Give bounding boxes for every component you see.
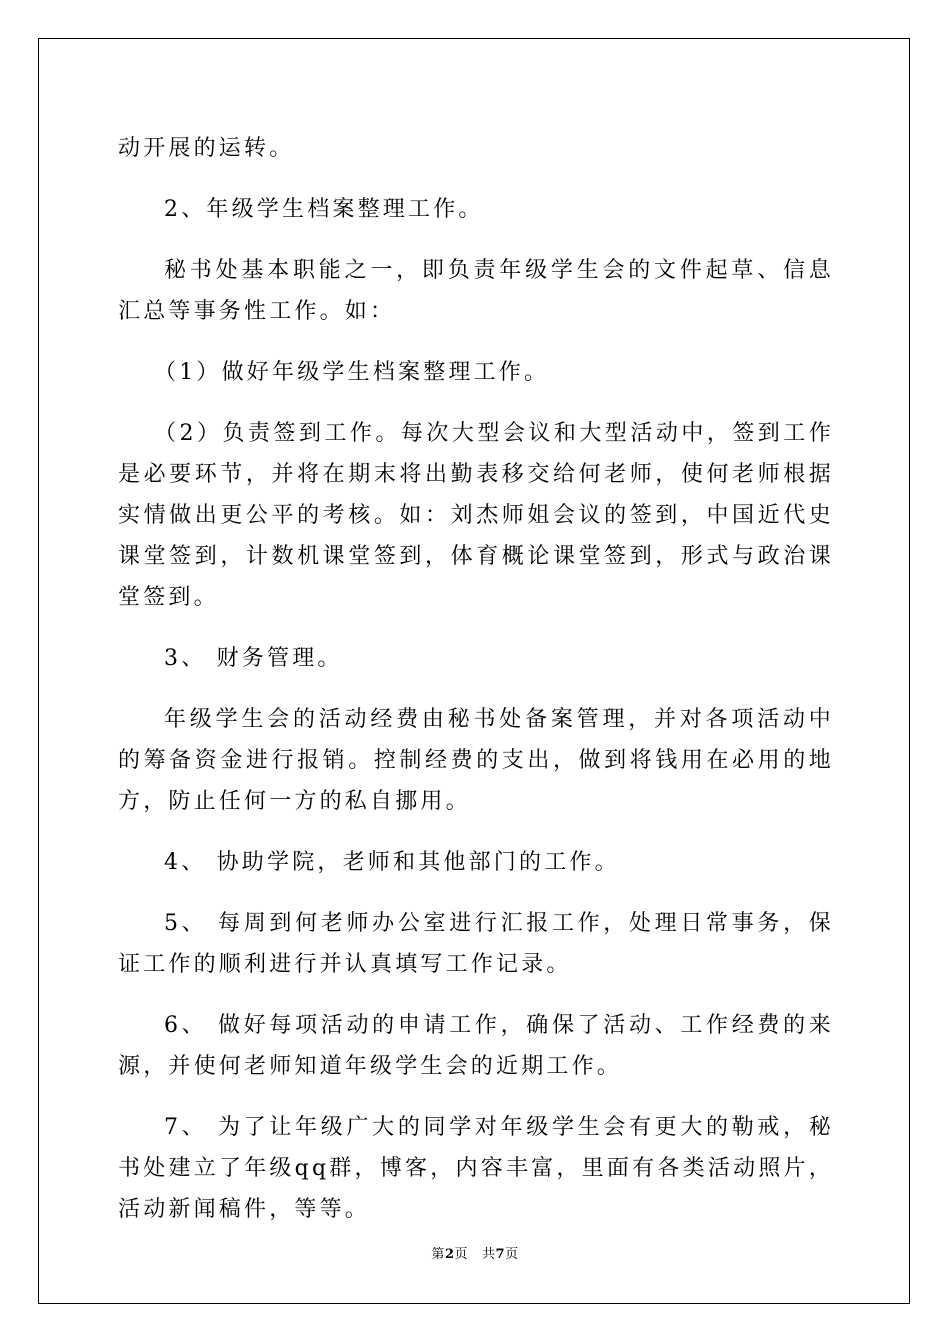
list-item-archives: （1）做好年级学生档案整理工作。 xyxy=(154,360,550,385)
section-heading-applications: 6、 做好每项活动的申请工作，确保了活动、工作经费的来源，并使何老师知道年级学生会的近期工作。 xyxy=(118,1013,834,1079)
page-number-current: 第2页 xyxy=(431,1247,468,1262)
list-item-signin: （2）负责签到工作。每次大型会议和大型活动中，签到工作是必要环节，并将在期末将出勤表移交给何老师，使何老师根据实情做出更公平的考核。如：刘杰师姐会议的签到，中国近代史课堂签到，计数机课堂签到，体育概论课堂签到，形式与政治课堂签到。 xyxy=(118,421,834,610)
paragraph-duties: 秘书处基本职能之一，即负责年级学生会的文件起草、信息汇总等事务性工作。如： xyxy=(118,258,834,324)
page-number-total: 共7页 xyxy=(482,1247,519,1262)
document-body xyxy=(118,128,834,1250)
page-footer xyxy=(0,1246,950,1264)
paragraph-continuation: 动开展的运转。 xyxy=(118,136,295,161)
section-heading-assist: 4、 协助学院，老师和其他部门的工作。 xyxy=(164,850,620,875)
section-heading-weekly-report: 5、 每周到何老师办公室进行汇报工作，处理日常事务，保证工作的顺利进行并认真填写工作记录。 xyxy=(118,911,834,977)
paragraph-finance: 年级学生会的活动经费由秘书处备案管理，并对各项活动中的筹备资金进行报销。控制经费的支出，做到将钱用在必用的地方，防止任何一方的私自挪用。 xyxy=(118,707,834,814)
section-heading-qq-group: 7、 为了让年级广大的同学对年级学生会有更大的勒戒，秘书处建立了年级qq群，博客，内容丰富，里面有各类活动照片，活动新闻稿件，等等。 xyxy=(118,1115,834,1222)
section-heading-finance: 3、 财务管理。 xyxy=(164,646,343,671)
section-heading-archives: 2、年级学生档案整理工作。 xyxy=(164,197,484,222)
